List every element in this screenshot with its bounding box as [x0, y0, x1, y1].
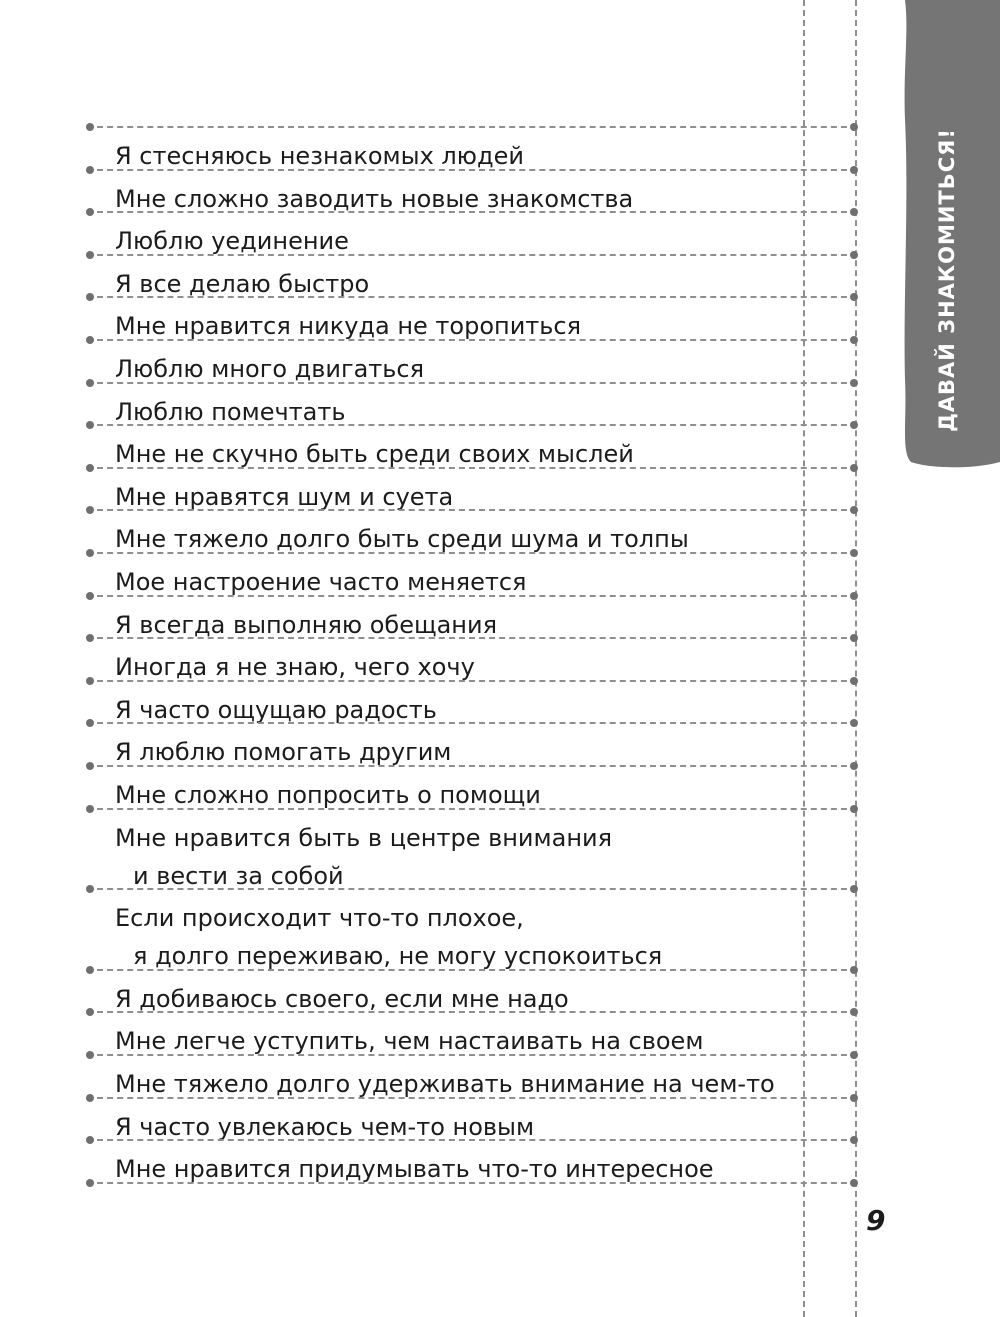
separator-dot [86, 549, 94, 557]
separator-dot [850, 762, 858, 770]
statement-text: Мне тяжело долго удерживать внимание на чем-то [115, 1070, 775, 1098]
dotted-separator [87, 1051, 857, 1059]
separator-dot [850, 123, 858, 131]
margin-dashed-line-left [803, 0, 805, 1317]
dotted-separator [87, 805, 857, 813]
separator-dot [86, 1008, 94, 1016]
separator-dot [850, 464, 858, 472]
statement-text: Мне нравится никуда не торопиться [115, 312, 582, 341]
statement-text: Мне нравится придумывать что-то интересное [115, 1155, 714, 1184]
separator-dot [850, 421, 858, 429]
dotted-separator [87, 1008, 857, 1016]
separator-dot [850, 592, 858, 600]
statement-text: Я часто ощущаю радость [115, 695, 437, 724]
separator-dot [850, 293, 858, 301]
statement-text: Я люблю помогать другим [115, 738, 452, 767]
separator-dot [86, 762, 94, 770]
statement-text: Люблю помечтать [115, 397, 346, 426]
dotted-separator [87, 1136, 857, 1144]
separator-dot [850, 719, 858, 727]
separator-dot [850, 1179, 858, 1187]
statement-text: Мне легче уступить, чем настаивать на своем [115, 1027, 704, 1056]
statement-text: Я всегда выполняю обещания [115, 610, 498, 639]
statement-text: Мне нравятся шум и суета [115, 482, 454, 511]
separator-dot [86, 634, 94, 642]
separator-dot [850, 549, 858, 557]
statement-text: Мне не скучно быть среди своих мыслей [115, 440, 634, 469]
statement-text-continuation: и вести за собой [133, 861, 344, 890]
dotted-separator [87, 421, 857, 429]
separator-dot [850, 677, 858, 685]
separator-dot [86, 336, 94, 344]
separator-dot [86, 1051, 94, 1059]
statement-text: Иногда я не знаю, чего хочу [115, 653, 475, 682]
dotted-separator [87, 251, 857, 259]
separator-dot [850, 634, 858, 642]
statement-text: Я стесняюсь незнакомых людей [115, 142, 524, 170]
dotted-separator [87, 1179, 857, 1187]
statement-text: Мое настроение часто меняется [115, 568, 527, 596]
dotted-separator [87, 123, 857, 131]
statement-text: Я добиваюсь своего, если мне надо [115, 984, 569, 1013]
dotted-separator [87, 166, 857, 174]
separator-dot [850, 336, 858, 344]
separator-dot [86, 966, 94, 974]
dotted-separator [87, 336, 857, 344]
dotted-separator [87, 464, 857, 472]
section-tab-label: ДАВАЙ ЗНАКОМИТЬСЯ! [935, 128, 959, 432]
dotted-separator [87, 719, 857, 727]
separator-dot [86, 805, 94, 813]
dotted-separator [87, 379, 857, 387]
separator-dot [86, 166, 94, 174]
statement-text: Я все делаю быстро [115, 269, 370, 298]
dotted-separator [87, 549, 857, 557]
dotted-separator [87, 966, 857, 974]
separator-dot [850, 805, 858, 813]
separator-dot [850, 1094, 858, 1102]
separator-dot [850, 885, 858, 893]
statement-text: Я часто увлекаюсь чем-то новым [115, 1112, 535, 1141]
separator-dot [850, 208, 858, 216]
separator-dot [86, 379, 94, 387]
dotted-separator [87, 592, 857, 600]
statement-text: Мне сложно заводить новые знакомства [115, 184, 634, 213]
dotted-separator [87, 885, 857, 893]
separator-dot [86, 1136, 94, 1144]
statement-text: Мне тяжело долго быть среди шума и толпы [115, 525, 689, 554]
separator-dot [86, 506, 94, 514]
separator-dot [86, 293, 94, 301]
dotted-separator [87, 1094, 857, 1102]
statement-text: Мне нравится быть в центре внимания [115, 823, 613, 852]
separator-dot [86, 208, 94, 216]
dotted-separator [87, 208, 857, 216]
separator-dot [850, 506, 858, 514]
separator-dot [86, 251, 94, 259]
separator-dot [850, 1008, 858, 1016]
separator-dot [86, 592, 94, 600]
statement-text: Люблю много двигаться [115, 355, 425, 383]
margin-dashed-line-right [855, 0, 857, 1317]
dotted-separator [87, 762, 857, 770]
separator-dot [86, 719, 94, 727]
separator-dot [86, 1094, 94, 1102]
dotted-separator [87, 293, 857, 301]
separator-dot [86, 421, 94, 429]
dotted-separator [87, 506, 857, 514]
statement-text: Люблю уединение [115, 227, 349, 256]
dotted-separator [87, 634, 857, 642]
separator-dot [850, 1136, 858, 1144]
separator-dot [850, 966, 858, 974]
separator-dot [86, 1179, 94, 1187]
separator-dot [86, 885, 94, 893]
statement-text-continuation: я долго переживаю, не могу успокоиться [133, 942, 663, 971]
separator-dot [850, 251, 858, 259]
separator-dot [850, 379, 858, 387]
separator-dot [850, 166, 858, 174]
statement-text: Мне сложно попросить о помощи [115, 781, 541, 809]
separator-dot [86, 464, 94, 472]
dotted-separator [87, 677, 857, 685]
separator-dot [86, 677, 94, 685]
page-number: 9 [866, 1204, 886, 1237]
statement-text: Если происходит что-то плохое, [115, 904, 524, 933]
separator-dot [86, 123, 94, 131]
separator-dot [850, 1051, 858, 1059]
